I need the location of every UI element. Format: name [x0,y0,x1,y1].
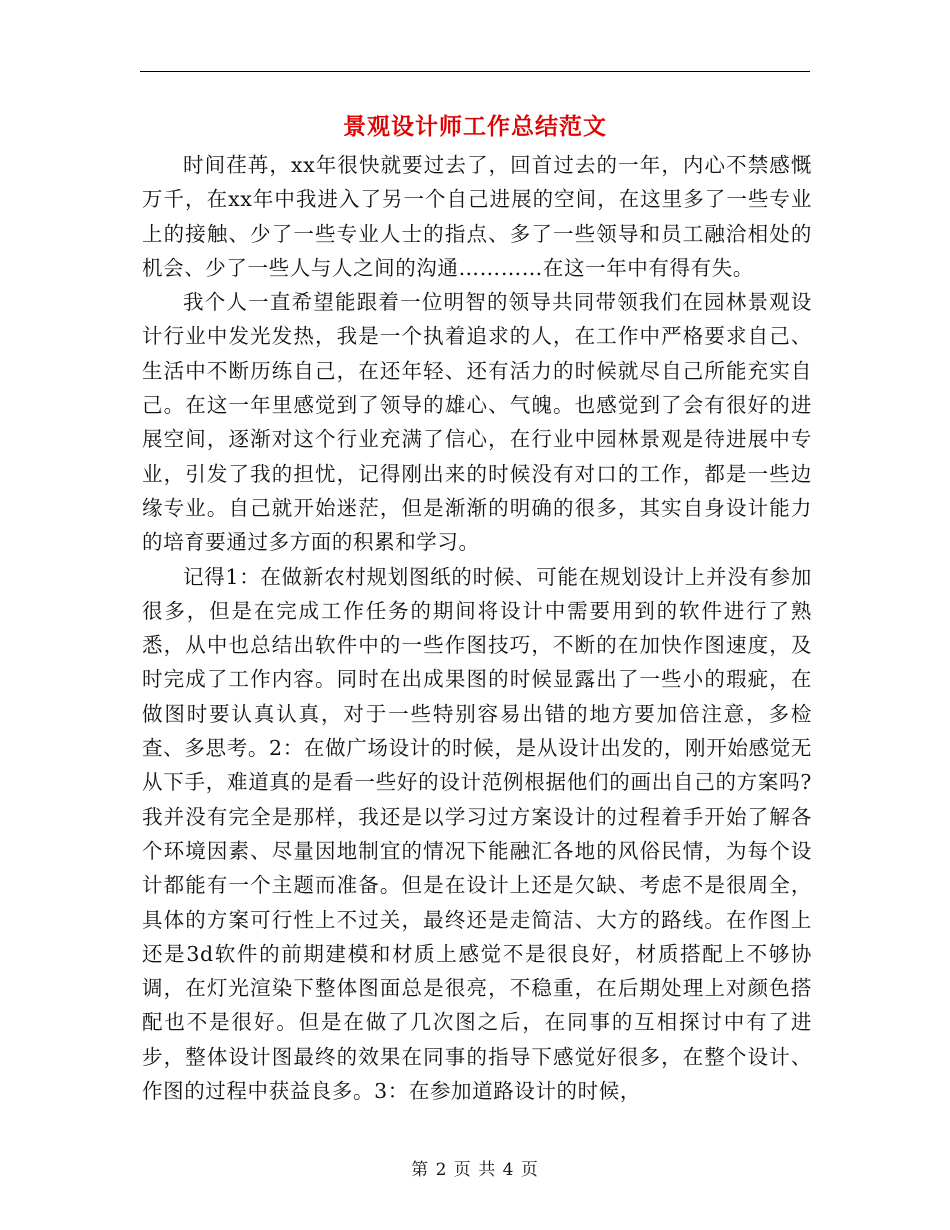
paragraph-3: 记得1：在做新农村规划图纸的时候、可能在规划设计上并没有参加很多，但是在完成工作任务的期间将设计中需要用到的软件进行了熟悉，从中也总结出软件中的一些作图技巧，不断的在加快作图速度，及时完成了工作内容。同时在出成果图的时候显露出了一些小的瑕疵，在做图时要认真认真，对于一些特别容易出错的地方要加倍注意，多检查、多思考。2：在做广场设计的时候，是从设计出发的，刚开始感觉无从下手，难道真的是看一些好的设计范例根据他们的画出自己的方案吗?我并没有完全是那样，我还是以学习过方案设计的过程着手开始了解各个环境因素、尽量因地制宜的情况下能融汇各地的风俗民情，为每个设计都能有一个主题而准备。但是在设计上还是欠缺、考虑不是很周全，具体的方案可行性上不过关，最终还是走简洁、大方的路线。在作图上还是3d软件的前期建模和材质上感觉不是很良好，材质搭配上不够协调，在灯光渲染下整体图面总是很亮，不稳重，在后期处理上对颜色搭配也不是很好。但是在做了几次图之后，在同事的互相探讨中有了进步，整体设计图最终的效果在同事的指导下感觉好很多，在整个设计、作图的过程中获益良多。3：在参加道路设计的时候， [142,564,812,1104]
header-rule [140,71,810,72]
document-title: 景观设计师工作总结范文 [343,113,607,140]
document-body [142,148,812,1108]
paragraph-1: 时间荏苒，xx年很快就要过去了，回首过去的一年，内心不禁感慨万千，在xx年中我进入了另一个自己进展的空间，在这里多了一些专业上的接触、少了一些专业人士的指点、多了一些领导和员工融洽相处的机会、少了一些人与人之间的沟通…………在这一年中有得有失。 [142,153,812,280]
paragraph-2: 我个人一直希望能跟着一位明智的领导共同带领我们在园林景观设计行业中发光发热，我是一个执着追求的人，在工作中严格要求自己、生活中不断历练自己，在还年轻、还有活力的时候就尽自己所能充实自己。在这一年里感觉到了领导的雄心、气魄。也感觉到了会有很好的进展空间，逐渐对这个行业充满了信心，在行业中园林景观是待进展中专业，引发了我的担忧，记得刚出来的时候没有对口的工作，都是一些边缘专业。自己就开始迷茫，但是渐渐的明确的很多，其实自身设计能力的培育要通过多方面的积累和学习。 [142,290,812,555]
page-footer: 第 2 页 共 4 页 [411,1160,539,1180]
